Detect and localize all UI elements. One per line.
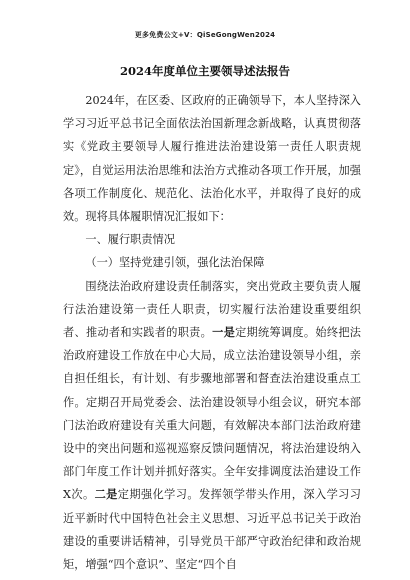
document-title: 2024年度单位主要领导述法报告 bbox=[119, 64, 290, 78]
bold-marker: 二是 bbox=[94, 487, 118, 502]
paragraph-text: 围绕法治政府建设责任制落实，突出党政主要负责人履行法治建设第一责任人职责，切实履行法治建设重要组织者、推动者和实践者的职责。 bbox=[63, 279, 361, 340]
watermark-text: 更多免费公文+V：QiSeGongWen2024 bbox=[134, 31, 276, 39]
section-heading: 一、履行职责情况 bbox=[85, 233, 175, 247]
subsection-heading: （一）坚持党建引领，强化法治保障 bbox=[85, 256, 265, 270]
paragraph-text: 定期统筹调度。始终把法治政府建设工作放在中心大局，成立法治建设领导小组，亲自担任组长，有计划、有步骤地部署和督查法治建设重点工作。定期召开局党委会、法治建设领导小组会议，研究本部门法治政府建设有关重大问题，有效解决本部门法治政府建设中的突出问题和巡视巡察反馈问题情况，将法治建设纳入部门年度工作计划并抓好落实。全年安排调度法治建设工作X次。 bbox=[63, 326, 361, 502]
paragraph-text: 定期强化学习。发挥领学带头作用，深入学习习近平新时代中国特色社会主义思想、习近平总书记关于政治建设的重要讲话精神，引导党员干部严守政治纪律和政治规矩，增强“四个意识”、坚定“四个自 bbox=[63, 488, 361, 572]
document-body bbox=[63, 89, 361, 576]
bold-marker: 一是 bbox=[212, 325, 236, 340]
body-paragraph bbox=[63, 275, 361, 577]
intro-paragraph: 2024年，在区委、区政府的正确领导下，本人坚持深入学习习近平总书记全面依法治国新理念新战略，认真贯彻落实《党政主要领导人履行推进法治建设第一责任人职责规定》，自觉运用法治思维和法治方式推动各项工作开展，加强各项工作制度化、规范化、法治化水平，并取得了良好的成效。现将具体履职情况汇报如下： bbox=[63, 94, 361, 224]
